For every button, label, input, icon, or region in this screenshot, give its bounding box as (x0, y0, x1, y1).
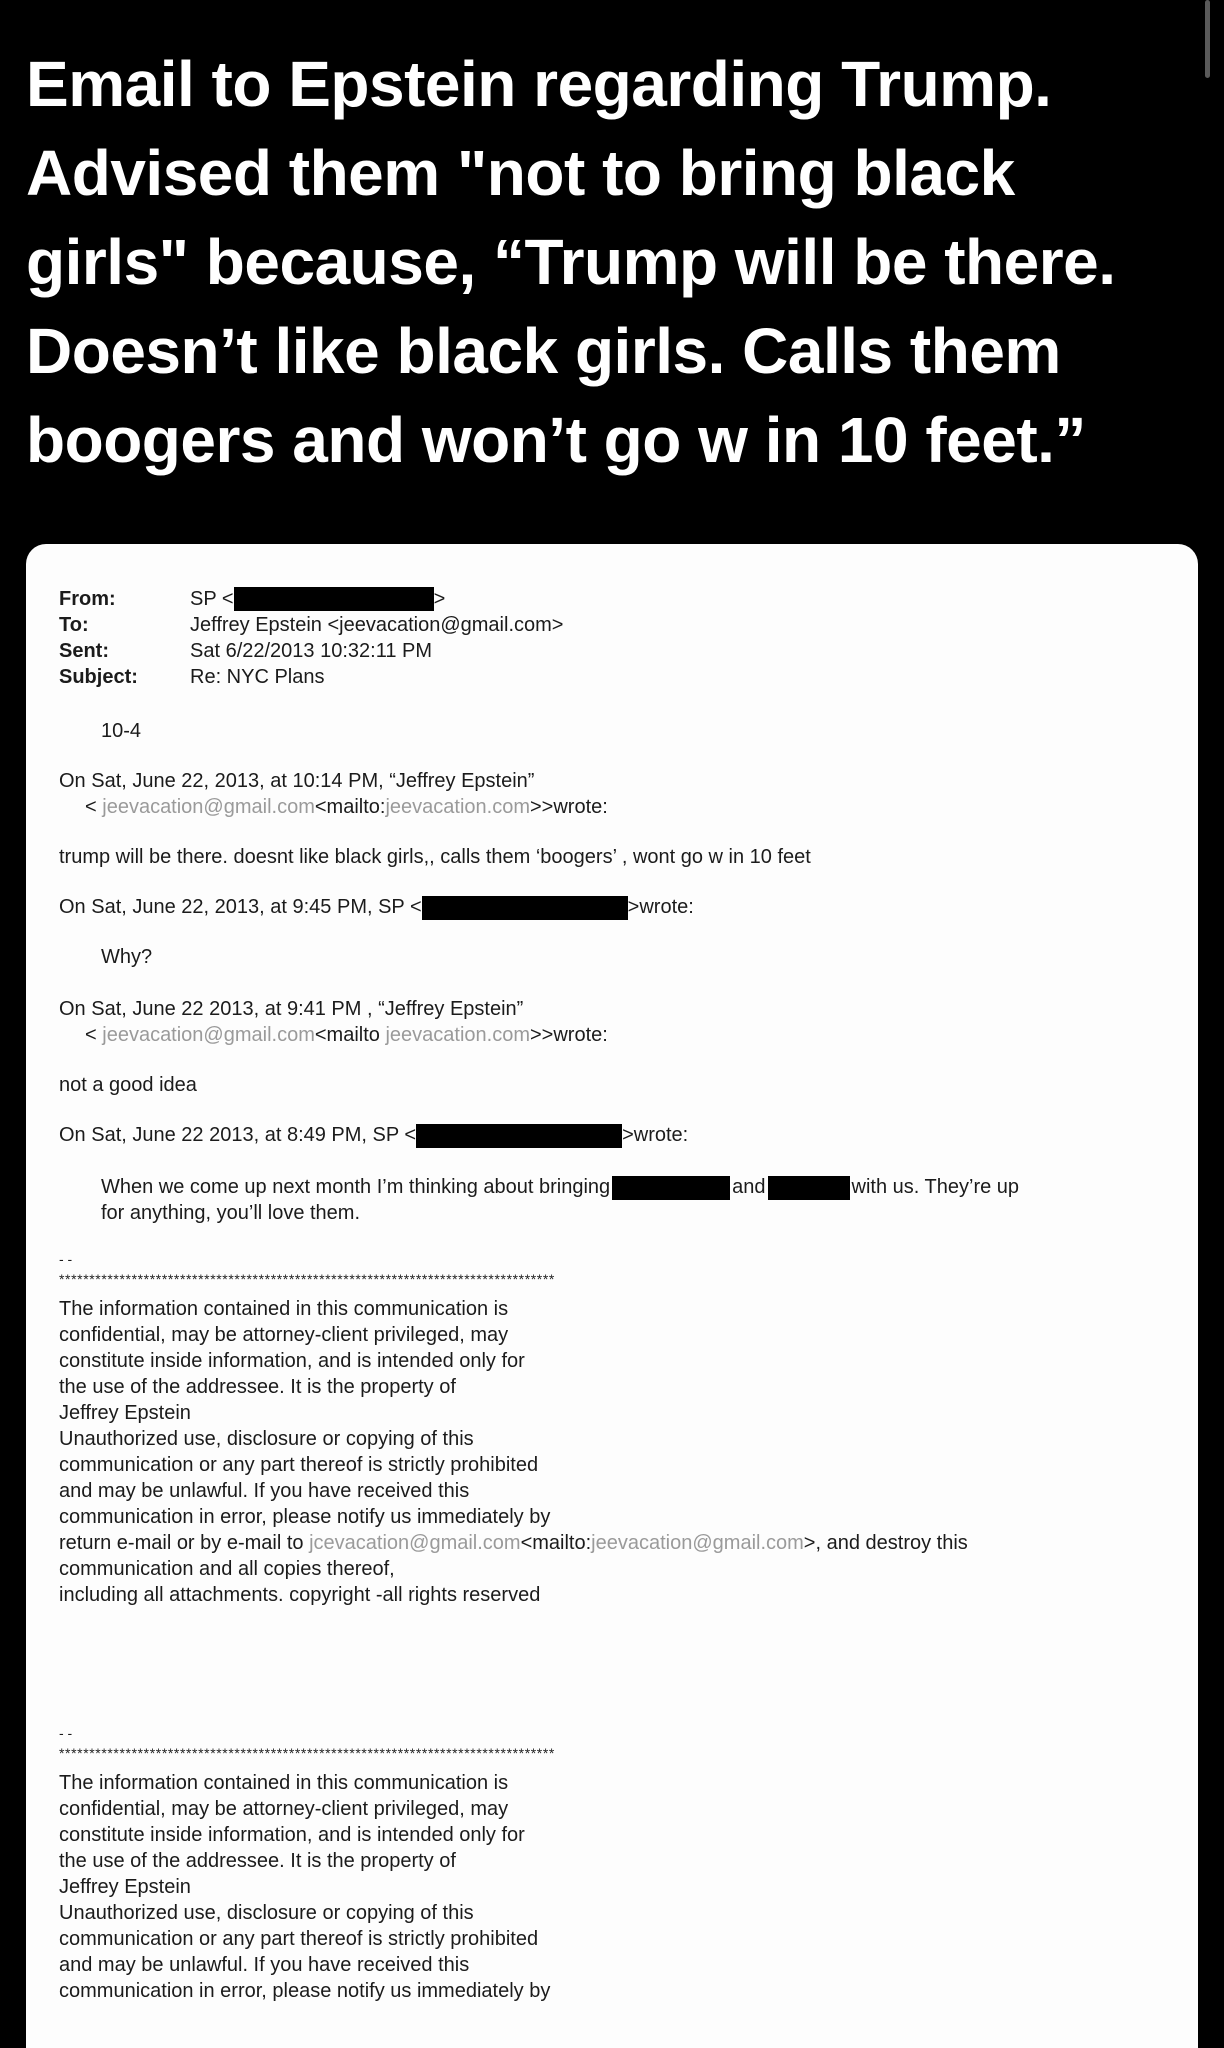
signature-dash: - - (59, 1725, 73, 1741)
disclaimer-line: communication in error, please notify us immediately by (59, 1506, 551, 1528)
disclaimer-line: The information contained in this communication is (59, 1298, 509, 1320)
message-text: not a good idea (59, 1074, 197, 1096)
scrollbar[interactable] (1205, 0, 1210, 78)
quote-header: On Sat, June 22, 2013, at 10:14 PM, “Jeffrey Epstein” (59, 770, 535, 792)
text-fragment: >wrote: (622, 1124, 689, 1146)
from-value (190, 586, 563, 612)
disclaimer-line: Jeffrey Epstein (59, 1402, 191, 1424)
quote-header-email (85, 794, 608, 820)
text-fragment: >, and destroy this (803, 1532, 968, 1554)
text-fragment: with us. They’re up (851, 1176, 1020, 1198)
post-text-line: boogers and won’t go w in 10 feet.” (26, 404, 1086, 476)
reply-text: 10-4 (101, 720, 142, 742)
text-fragment: On Sat, June 22, 2013, at 9:45 PM, SP < (59, 896, 422, 918)
quote-header-email (85, 1022, 608, 1048)
text-fragment: On Sat, June 22 2013, at 8:49 PM, SP < (59, 1124, 417, 1146)
disclaimer (59, 1770, 1179, 2004)
disclaimer-line: Unauthorized use, disclosure or copying of this (59, 1902, 474, 1924)
text-fragment: >>wrote: (530, 796, 608, 818)
post-text-line: girls" because, “Trump will be there. (26, 226, 1116, 298)
sent-value: Sat 6/22/2013 10:32:11 PM (190, 640, 433, 662)
text-fragment: <mailto: (520, 1532, 592, 1554)
disclaimer-line: confidential, may be attorney-client privileged, may (59, 1324, 509, 1346)
from-suffix: > (433, 588, 446, 610)
email-address: jeevacation.com (385, 796, 530, 818)
text-fragment: < (85, 796, 103, 818)
email-address: jcevacation@gmail.com (309, 1532, 521, 1554)
text-fragment: return e-mail or by e-mail to (59, 1532, 310, 1554)
disclaimer-line: Unauthorized use, disclosure or copying of this (59, 1428, 474, 1450)
text-fragment: >wrote: (627, 896, 694, 918)
email-address: jeevacation@gmail.com (102, 1024, 315, 1046)
redaction-block (234, 587, 434, 611)
text-fragment: >>wrote: (530, 1024, 608, 1046)
text-fragment: < (85, 1024, 103, 1046)
disclaimer-line: Jeffrey Epstein (59, 1876, 191, 1898)
disclaimer-line: and may be unlawful. If you have received this (59, 1480, 470, 1502)
redaction-block (612, 1176, 730, 1200)
disclaimer-line: The information contained in this communication is (59, 1772, 509, 1794)
message-text: Why? (101, 946, 153, 968)
text-fragment: <mailto: (314, 796, 386, 818)
disclaimer-line: communication in error, please notify us immediately by (59, 1980, 551, 2002)
sent-label: Sent: (59, 640, 109, 662)
text-fragment: and (732, 1176, 766, 1198)
disclaimer-line: the use of the addressee. It is the property of (59, 1376, 456, 1398)
post-text-line: Advised them "not to bring black (26, 137, 1015, 209)
disclaimer-line: the use of the addressee. It is the property of (59, 1850, 456, 1872)
redaction-block (422, 896, 628, 920)
disclaimer (59, 1296, 1179, 1608)
to-value: Jeffrey Epstein <jeevacation@gmail.com> (190, 614, 564, 636)
quote-header: On Sat, June 22 2013, at 9:41 PM , “Jeffrey Epstein” (59, 998, 524, 1020)
redaction-block (416, 1124, 622, 1148)
email-address: jeevacation@gmail.com (591, 1532, 804, 1554)
disclaimer-line: communication or any part thereof is strictly prohibited (59, 1928, 539, 1950)
post-text (26, 40, 1196, 485)
disclaimer-line: communication or any part thereof is strictly prohibited (59, 1454, 539, 1476)
message-text (101, 1174, 1019, 1200)
email-document-image[interactable] (26, 544, 1198, 2048)
text-fragment: When we come up next month I’m thinking about bringing (101, 1176, 611, 1198)
post-text-line: Doesn’t like black girls. Calls them (26, 315, 1061, 387)
disclaimer-line: including all attachments. copyright -all rights reserved (59, 1584, 541, 1606)
to-label: To: (59, 614, 89, 636)
quote-header (59, 1122, 688, 1148)
separator-stars: ********************************************************************************** (59, 1745, 555, 1761)
disclaimer-line: and may be unlawful. If you have received this (59, 1954, 470, 1976)
from-name: SP < (190, 588, 234, 610)
email-address: jeevacation.com (385, 1024, 530, 1046)
disclaimer-line: communication and all copies thereof, (59, 1558, 395, 1580)
redaction-block (768, 1176, 850, 1200)
from-label: From: (59, 588, 116, 610)
separator-stars: ********************************************************************************** (59, 1271, 555, 1287)
disclaimer-line: constitute inside information, and is intended only for (59, 1350, 525, 1372)
disclaimer-line: constitute inside information, and is intended only for (59, 1824, 525, 1846)
email-address: jeevacation@gmail.com (102, 796, 315, 818)
disclaimer-line (59, 1530, 1179, 1556)
signature-dash: - - (59, 1251, 73, 1267)
quote-header (59, 894, 694, 920)
email-header (59, 586, 563, 690)
text-fragment: <mailto (314, 1024, 386, 1046)
message-text: for anything, you’ll love them. (101, 1202, 361, 1224)
subject-label: Subject: (59, 666, 138, 688)
subject-value: Re: NYC Plans (190, 666, 325, 688)
post-text-line: Email to Epstein regarding Trump. (26, 48, 1052, 120)
message-text: trump will be there. doesnt like black girls,, calls them ‘boogers’ , wont go w in 10 feet (59, 846, 811, 868)
disclaimer-line: confidential, may be attorney-client privileged, may (59, 1798, 509, 1820)
